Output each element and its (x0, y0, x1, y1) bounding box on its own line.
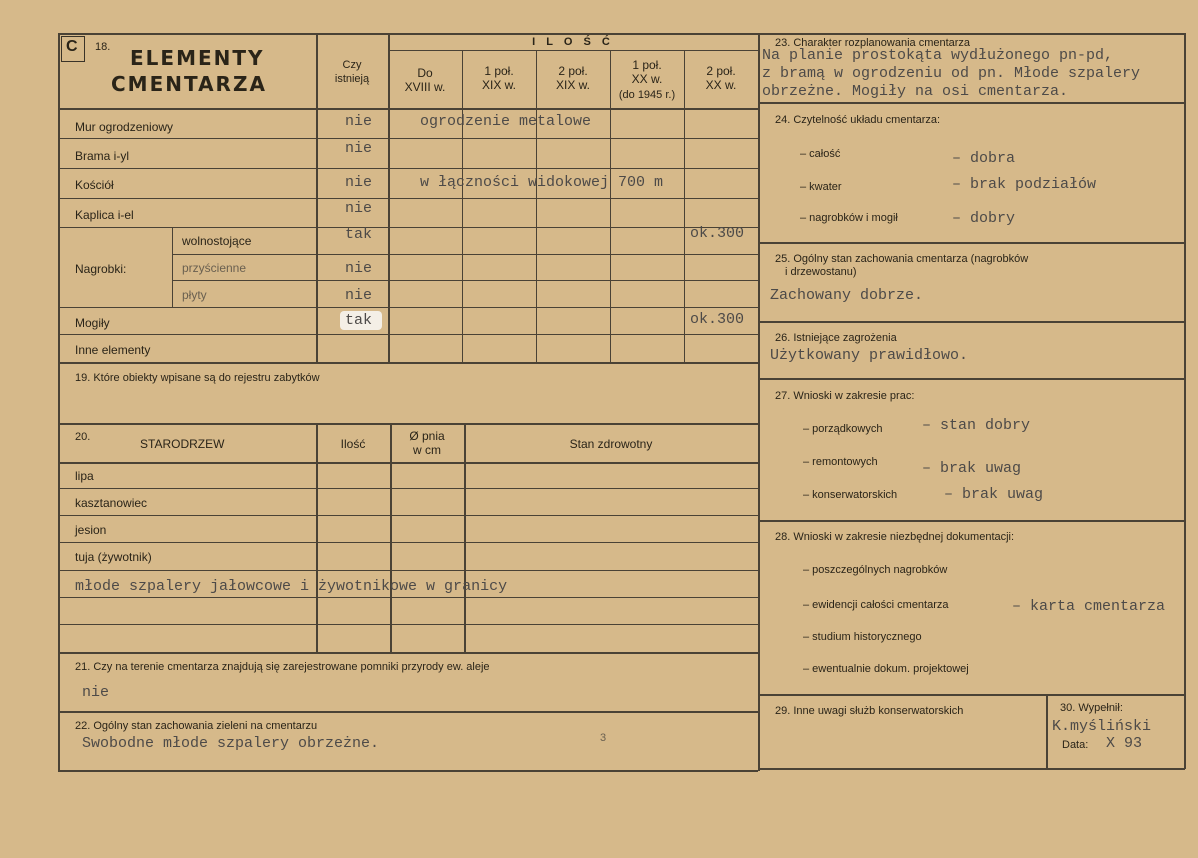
tree-kasztanowiec: kasztanowiec (75, 496, 148, 510)
value-mur: nie (345, 113, 373, 130)
s27-konserwatorskie-value: – brak uwag (944, 486, 1044, 503)
header-col1-a: Do (417, 66, 433, 80)
value-kosciol: nie (345, 174, 373, 191)
row-label-plyty: płyty (182, 288, 207, 302)
frame-left (58, 33, 60, 771)
tree-lipa: lipa (75, 469, 94, 483)
s27-porzadkowe-label: – porządkowych (803, 423, 883, 435)
s24-nagrobki-label: – nagrobków i mogił (800, 212, 898, 224)
qty-wolnostojace: ok.300 (690, 225, 745, 242)
header-col4-c: (do 1945 r.) (618, 89, 676, 101)
s24-question: 24. Czytelność układu cmentarza: (775, 114, 941, 126)
s27-porzadkowe-value: – stan dobry (922, 417, 1031, 434)
s25-question-2: i drzewostanu) (785, 266, 857, 278)
s30-date-label: Data: (1062, 739, 1089, 751)
row-label-mogily: Mogiły (75, 316, 110, 330)
note-mur: ogrodzenie metalowe (420, 113, 592, 130)
s24-calosc-label: – całość (800, 148, 841, 160)
s27-konserwatorskie-label: – konserwatorskich (803, 489, 898, 501)
row-label-nagrobki: Nagrobki: (75, 262, 127, 276)
s25-question-1: 25. Ogólny stan zachowania cmentarza (nagrobków (775, 253, 1029, 265)
section-18-number: 18. (95, 41, 111, 53)
s28-projektowa: – ewentualnie dokum. projektowej (803, 663, 969, 675)
value-plyty: nie (345, 287, 373, 304)
s27-remontowe-value: – brak uwag (922, 460, 1022, 477)
frame-bottom-left (58, 770, 758, 772)
frame-right (1184, 33, 1186, 769)
header-col5-b: XX w. (705, 78, 737, 92)
s28-ewidencja-value: – karta cmentarza (1012, 598, 1166, 615)
frame-middle (758, 33, 760, 771)
header-col4-a: 1 poł. (632, 58, 662, 72)
s21-answer: nie (82, 684, 110, 701)
s24-kwater-label: – kwater (800, 181, 842, 193)
s29-question: 29. Inne uwagi służb konserwatorskich (775, 705, 964, 717)
card-title-line1: ELEMENTY (130, 46, 265, 70)
value-wolnostojace: tak (345, 226, 373, 243)
value-przyscienne: nie (345, 260, 373, 277)
note-kosciol: w łączności widokowej 700 m (420, 174, 664, 191)
s20-number: 20. (75, 431, 91, 443)
s20-header-pnia: Ø pnia (409, 429, 445, 443)
row-label-inne: Inne elementy (75, 343, 151, 357)
s24-kwater-value: – brak podziałów (952, 176, 1097, 193)
s23-line2: z bramą w ogrodzeniu od pn. Młode szpalery (762, 65, 1141, 82)
s22-answer: Swobodne młode szpalery obrzeżne. (82, 735, 380, 752)
row-label-kosciol: Kościół (75, 178, 114, 192)
header-col2-a: 1 poł. (484, 64, 514, 78)
s30-date-value: X 93 (1106, 735, 1143, 752)
frame-bottom-right (760, 768, 1185, 770)
row-label-kaplica: Kaplica i-el (75, 208, 134, 222)
s22-question: 22. Ogólny stan zachowania zieleni na cmentarzu (75, 720, 318, 732)
qty-mogily: ok.300 (690, 311, 745, 328)
header-col5-a: 2 poł. (706, 64, 736, 78)
s30-name: K.myśliński (1052, 718, 1152, 735)
value-mogily: tak (345, 312, 373, 329)
s28-ewidencja: – ewidencji całości cmentarza (803, 599, 949, 611)
s28-nagrobki: – poszczególnych nagrobków (803, 564, 948, 576)
s23-line1: Na planie prostokąta wydłużonego pn-pd, (762, 47, 1114, 64)
s24-calosc-value: – dobra (952, 150, 1016, 167)
header-col3-a: 2 poł. (558, 64, 588, 78)
value-kaplica: nie (345, 200, 373, 217)
row-label-mur: Mur ogrodzeniowy (75, 120, 174, 134)
header-istnieja: istnieją (334, 73, 370, 85)
s27-remontowe-label: – remontowych (803, 456, 878, 468)
header-col1-b: XVIII w. (404, 80, 446, 94)
s22-mark: 3 (600, 732, 607, 744)
s28-question: 28. Wnioski w zakresie niezbędnej dokumentacji: (775, 531, 1015, 543)
s26-question: 26. Istniejące zagrożenia (775, 332, 897, 344)
row-label-brama: Brama i-yl (75, 149, 130, 163)
header-col4-b: XX w. (631, 72, 663, 86)
s19-question: 19. Które obiekty wpisane są do rejestru zabytków (75, 372, 320, 384)
s20-header-cm: w cm (413, 443, 441, 457)
s20-header-starodrzew: STARODRZEW (140, 437, 225, 451)
tree-jesion: jesion (75, 523, 107, 537)
tree-tuja: tuja (żywotnik) (75, 550, 152, 564)
header-col3-b: XIX w. (555, 78, 590, 92)
header-ilosc: I L O Ś Ć (532, 36, 614, 48)
s25-answer: Zachowany dobrze. (770, 287, 924, 304)
s24-nagrobki-value: – dobry (952, 210, 1016, 227)
card-title-line2: CMENTARZA (111, 72, 267, 96)
row-label-przyscienne: przyścienne (182, 261, 247, 275)
s26-answer: Użytkowany prawidłowo. (770, 347, 969, 364)
s21-question: 21. Czy na terenie cmentarza znajdują się zarejestrowane pomniki przyrody ew. aleje (75, 661, 490, 673)
s28-studium: – studium historycznego (803, 631, 922, 643)
header-czy: Czy (342, 59, 362, 71)
value-brama: nie (345, 140, 373, 157)
s23-line3: obrzeżne. Mogiły na osi cmentarza. (762, 83, 1069, 100)
row-label-wolnostojace: wolnostojące (182, 234, 252, 248)
header-col2-b: XIX w. (481, 78, 516, 92)
s23-question: 23. Charakter rozplanowania cmentarza (775, 37, 971, 49)
s20-header-ilosc: Ilość (340, 437, 366, 451)
s30-question: 30. Wypełnił: (1060, 702, 1123, 714)
s20-header-stan: Stan zdrowotny (569, 437, 653, 451)
s27-question: 27. Wnioski w zakresie prac: (775, 390, 915, 402)
s20-typed-note: młode szpalery jałowcowe i żywotnikowe w granicy (75, 578, 508, 595)
section-letter: C (66, 38, 78, 55)
